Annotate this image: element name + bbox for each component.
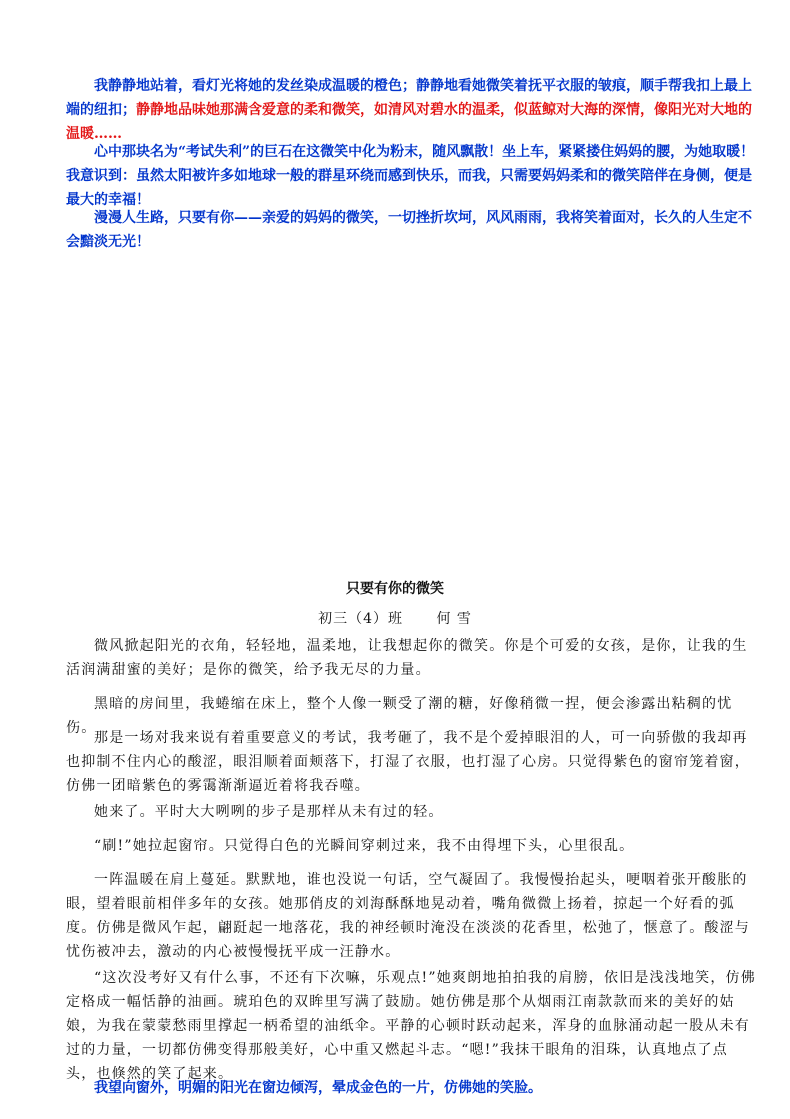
author-name: 何 雪	[436, 611, 472, 627]
article-byline	[0, 608, 790, 628]
article-paragraph-4: 她来了。平时大大咧咧的步子是那样从未有过的轻。	[94, 804, 444, 820]
class-name: 初三（4）班	[318, 611, 403, 627]
top-paragraph-1-red: 静静地品味她那满含爱意的柔和微笑，如清风对碧水的温柔，似蓝鲸对大海的深情，像阳光对大地的温暖……	[66, 102, 752, 142]
top-paragraph-2: 心中那块名为“考试失利”的巨石在这微笑中化为粉末，随风飘散！坐上车，紧紧搂住妈妈的腰，为她取暖！我意识到：虽然太阳被许多如地球一般的群星环绕而感到快乐，而我，只需要妈妈柔和的微笑陪伴在身侧，便是最大的幸福！	[66, 144, 755, 208]
article-paragraph-3: 那是一场对我来说有着重要意义的考试，我考砸了，我不是个爱掉眼泪的人，可一向骄傲的我却再也抑制不住内心的酸涩，眼泪顺着面颊落下，打湿了衣服，也打湿了心房。只觉得紫色的窗帘笼着窗，仿佛一团暗紫色的雾霭渐渐逼近着将我吞噬。	[66, 730, 750, 794]
article-title: 只要有你的微笑	[346, 581, 444, 597]
article-last-paragraph: 我望向窗外，明媚的阳光在窗边倾泻，晕成金色的一片，仿佛她的笑脸。	[94, 1080, 542, 1096]
article-paragraph-1: 微风掀起阳光的衣角，轻轻地，温柔地，让我想起你的微笑。你是个可爱的女孩，是你，让我的生活润满甜蜜的美好；是你的微笑，给予我无尽的力量。	[66, 638, 748, 678]
top-paragraph-1-blue: 我静静地站着，看灯光将她的发丝染成温暖的橙色；静静地看她微笑着抚平衣服的皱痕，顺手帮我扣上最上端的纽扣；	[66, 78, 752, 118]
article-paragraph-7: “这次没考好又有什么事，不还有下次嘛，乐观点!”她爽朗地拍拍我的肩膀，依旧是浅浅地笑，仿佛定格成一幅恬静的油画。琥珀色的双眸里写满了鼓励。她仿佛是那个从烟雨江南款款而来的美好的姑娘，为我在蒙蒙愁雨里撑起一柄希望的油纸伞。平静的心顿时跃动起来，浑身的血脉涌动起一股从未有过的力量，一切都仿佛变得那般美好，心中重又燃起斗志。“嗯!”我抹干眼角的泪珠，认真地点了点头，也倏然的笑了起来。	[66, 970, 756, 1082]
top-paragraph-1	[66, 74, 756, 146]
article-paragraph-2: 黑暗的房间里，我蜷缩在床上，整个人像一颗受了潮的糖，好像稍微一捏，便会渗露出粘稠的忧伤。	[66, 696, 733, 736]
article-paragraph-5: “刷!”她拉起窗帘。只觉得白色的光瞬间穿刺过来，我不由得埋下头，心里很乱。	[94, 838, 635, 854]
top-paragraph-3: 漫漫人生路，只要有你——亲爱的妈妈的微笑，一切挫折坎坷，风风雨雨，我将笑着面对，长久的人生定不会黯淡无光！	[66, 210, 752, 250]
article-paragraph-6: 一阵温暖在肩上蔓延。默默地，谁也没说一句话，空气凝固了。我慢慢抬起头，哽咽着张开酸胀的眼，望着眼前相伴多年的女孩。她那俏皮的刘海酥酥地晃动着，嘴角微微上扬着，掠起一个好看的弧度。仿佛是微风乍起，翩跹起一地落花，我的神经顿时淹没在淡淡的花香里，松弛了，惬意了。酸涩与忧伤被冲去，激动的内心被慢慢抚平成一汪静水。	[66, 872, 750, 960]
